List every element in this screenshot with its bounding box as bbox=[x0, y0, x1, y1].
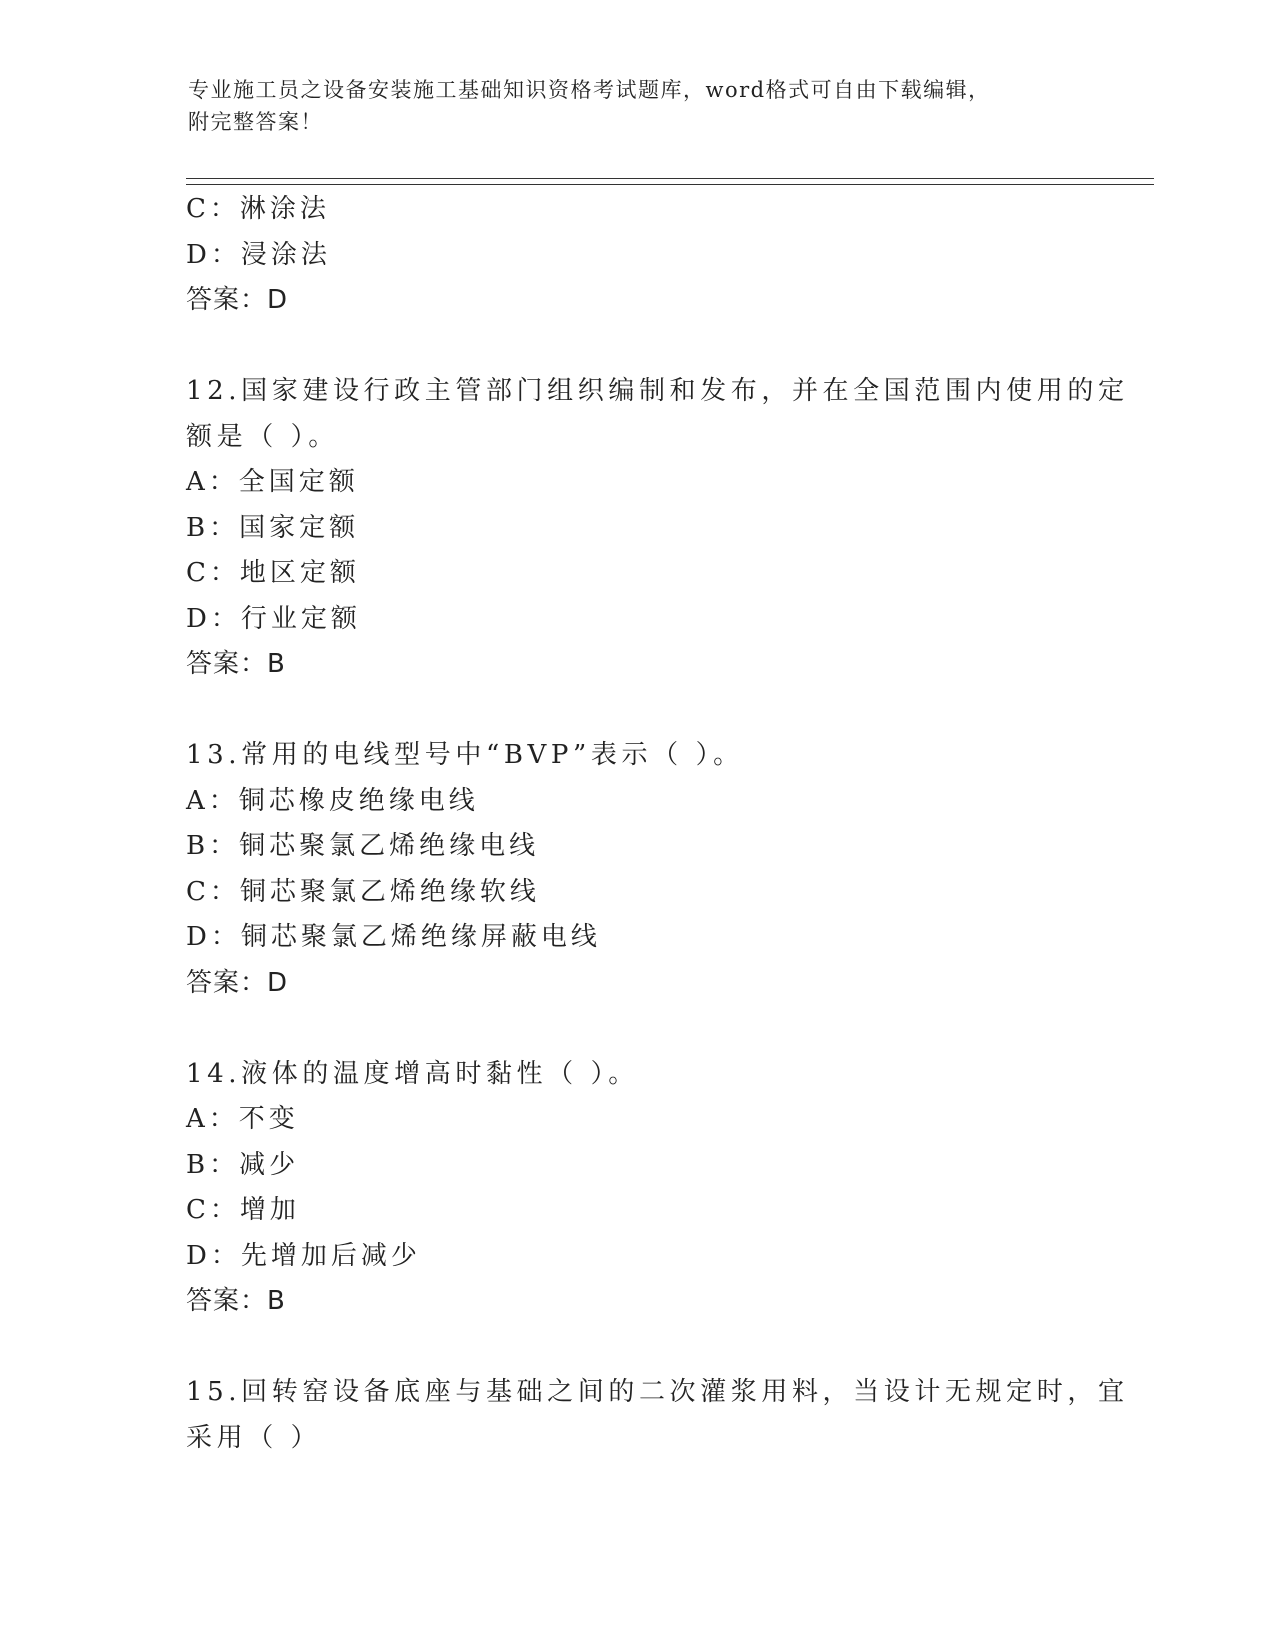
spacer bbox=[186, 688, 1086, 734]
answer: 答案：B bbox=[186, 1286, 286, 1316]
header-divider bbox=[186, 178, 1154, 185]
option-a: A：不变 bbox=[186, 1104, 299, 1134]
header-line-1: 专业施工员之设备安装施工基础知识资格考试题库，word格式可自由下载编辑， bbox=[188, 78, 991, 102]
option-d: D：先增加后减少 bbox=[186, 1240, 421, 1271]
question-stem: 15.回转窑设备底座与基础之间的二次灌浆用料，当设计无规定时，宜 bbox=[186, 1377, 1129, 1407]
option-c: C：地区定额 bbox=[186, 558, 360, 588]
spacer bbox=[186, 1006, 1086, 1052]
question-13 bbox=[186, 733, 1086, 1006]
option-a: A：全国定额 bbox=[186, 467, 359, 497]
answer: 答案：D bbox=[186, 967, 289, 998]
document-header bbox=[188, 74, 1068, 138]
option-d: D：行业定额 bbox=[186, 603, 361, 634]
option-b: B：铜芯聚氯乙烯绝缘电线 bbox=[186, 831, 540, 861]
answer: 答案：B bbox=[186, 649, 286, 679]
question-stem: 14.液体的温度增高时黏性（ ）。 bbox=[186, 1058, 639, 1089]
question-stem: 13.常用的电线型号中“BVP”表示（ ）。 bbox=[186, 740, 744, 770]
answer: 答案：D bbox=[186, 285, 289, 315]
option-a: A：铜芯橡皮绝缘电线 bbox=[186, 785, 479, 816]
header-line-2: 附完整答案！ bbox=[188, 110, 323, 134]
option-d: D：浸涂法 bbox=[186, 239, 331, 270]
question-15 bbox=[186, 1370, 1129, 1461]
option-d: D：铜芯聚氯乙烯绝缘屏蔽电线 bbox=[186, 922, 601, 952]
option-c: C：铜芯聚氯乙烯绝缘软线 bbox=[186, 876, 540, 907]
question-stem: 额是（ ）。 bbox=[186, 421, 339, 452]
option-c: C：淋涂法 bbox=[186, 194, 330, 224]
question-stem: 采用（ ） bbox=[186, 1422, 322, 1453]
question-12 bbox=[186, 369, 1129, 688]
question-11-partial bbox=[186, 187, 1086, 324]
option-b: B：减少 bbox=[186, 1149, 300, 1180]
spacer bbox=[186, 324, 1086, 370]
question-list bbox=[186, 187, 1129, 1461]
option-b: B：国家定额 bbox=[186, 512, 360, 543]
option-c: C：增加 bbox=[186, 1195, 300, 1225]
spacer bbox=[186, 1325, 1086, 1371]
question-14 bbox=[186, 1052, 1086, 1325]
question-stem: 12.国家建设行政主管部门组织编制和发布，并在全国范围内使用的定 bbox=[186, 376, 1129, 406]
